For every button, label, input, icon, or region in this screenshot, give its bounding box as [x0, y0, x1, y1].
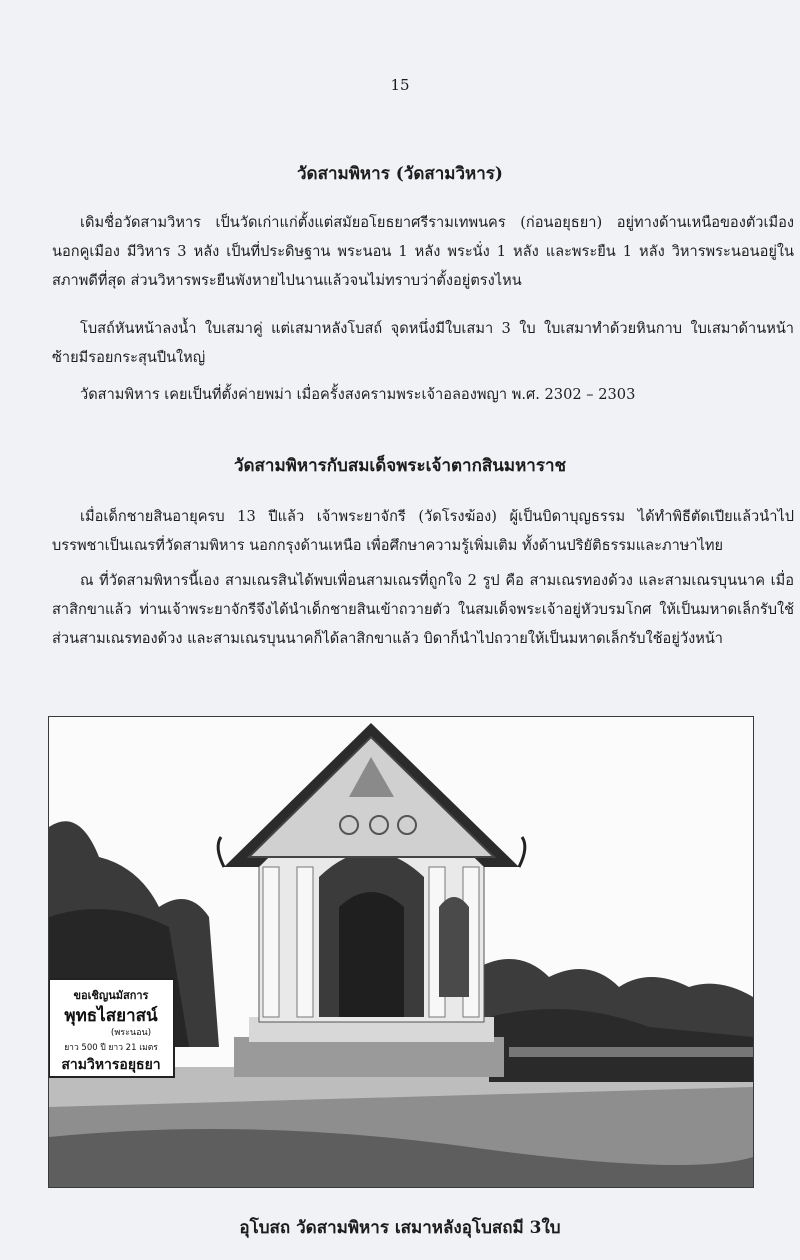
paragraph: โบสถ์หันหน้าลงน้ำ ใบเสมาคู่ แต่เสมาหลังโบสถ์ จุดหนึ่งมีใบเสมา 3 ใบ ใบเสมาทำด้วยหินกาบ ใบเสมาด้านหน้าซ้ายมีรอยกระสุนปืนใหญ่: [52, 320, 794, 366]
paragraph: เดิมชื่อวัดสามวิหาร เป็นวัดเก่าแก่ตั้งแต่สมัยอโยธยาศรีรามเทพนคร (ก่อนอยุธยา) อยู่ทางด้านเหนือของตัวเมือง นอกคูเมือง มีวิหาร 3 หลัง เป็นที่ประดิษฐาน พระนอน 1 หลัง พระนั่ง 1 หลัง และพระยืน 1 หลัง วิหารพระนอนอยู่ในสภาพดีที่สุด ส่วนวิหารพระยืนพังหายไปนานแล้วจนไม่ทราบว่าตั้งอยู่ตรงไหน: [52, 214, 794, 289]
sign-text: ยาว 500 ปี ยาว 21 เมตร: [64, 1043, 158, 1053]
sign-text: ขอเชิญนมัสการ: [73, 989, 149, 1002]
sign-text: พุทธไสยาสน์: [64, 1006, 158, 1026]
paragraph: เมื่อเด็กชายสินอายุครบ 13 ปีแล้ว เจ้าพระยาจักรี (วัดโรงฆ้อง) ผู้เป็นบิดาบุญธรรม ได้ทำพิธีตัดเปียแล้วนำไปบรรพชาเป็นเณรที่วัดสามพิหาร นอกกรุงด้านเหนือ เพื่อศึกษาความรู้เพิ่มเติม ทั้งด้านปริยัติธรรมและภาษาไทย: [52, 508, 794, 554]
sign-text: สามวิหารอยุธยา: [61, 1057, 161, 1073]
paragraph: วัดสามพิหาร เคยเป็นที่ตั้งค่ายพม่า เมื่อครั้งสงครามพระเจ้าอลองพญา พ.ศ. 2302 – 2303: [80, 386, 636, 403]
sign-text: (พระนอน): [110, 1028, 152, 1038]
page-number: 15: [390, 76, 410, 94]
photo-caption: อุโบสถ วัดสามพิหาร เสมาหลังอุโบสถมี 3ใบ: [239, 1218, 561, 1238]
ubosot-photo: [48, 716, 754, 1188]
paragraph: ณ ที่วัดสามพิหารนี้เอง สามเณรสินได้พบเพื่อนสามเณรที่ถูกใจ 2 รูป คือ สามเณรทองด้วง และสามเณรบุนนาค เมื่อสาสิกขาแล้ว ท่านเจ้าพระยาจักรีจึงได้นำเด็กชายสินเข้าถวายตัว ในสมเด็จพระเจ้าอยู่หัวบรมโกศ ให้เป็นมหาดเล็กรับใช้ ส่วนสามเณรทองด้วง และสามเณรบุนนาคก็ได้ลาสิกขาแล้ว บิดาก็นำไปถวายให้เป็นมหาดเล็กรับใช้อยู่วังหน้า: [52, 572, 794, 647]
section-title-wat-sam-phihan: วัดสามพิหาร (วัดสามวิหาร): [297, 164, 503, 184]
section-title-taksin: วัดสามพิหารกับสมเด็จพระเจ้าตากสินมหาราช: [233, 456, 567, 476]
